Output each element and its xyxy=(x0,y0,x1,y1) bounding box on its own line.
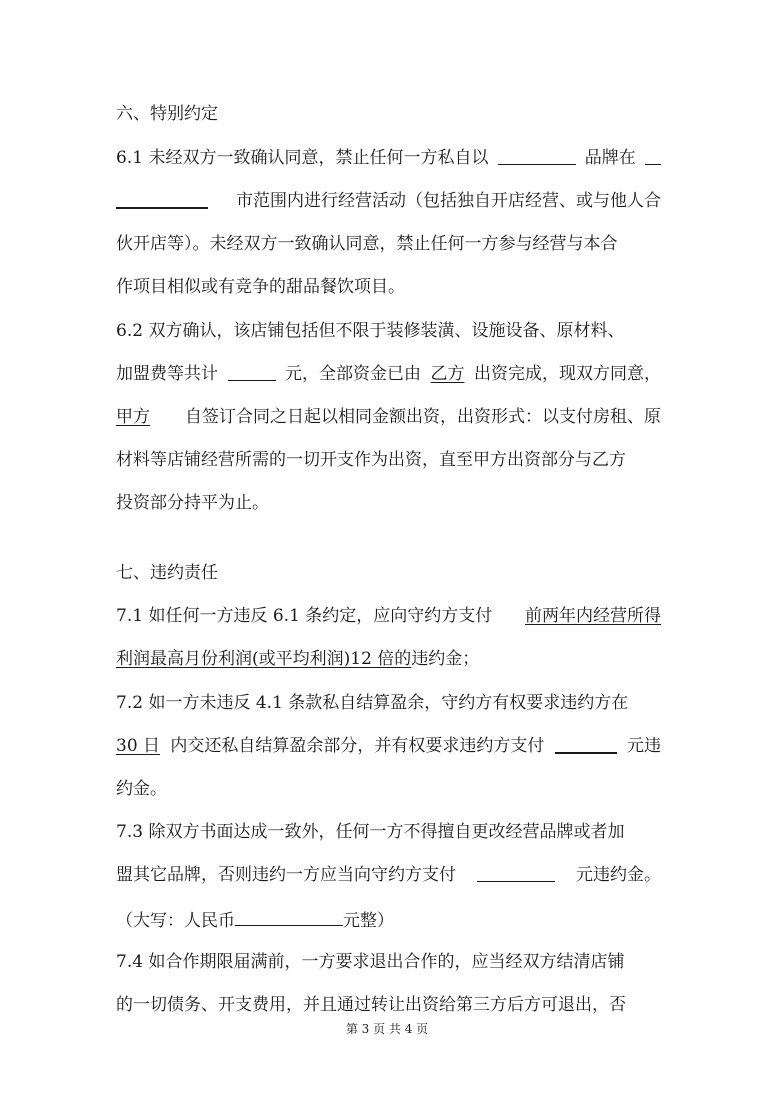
clause-6-2-line-3 xyxy=(116,406,661,428)
amount-blank xyxy=(228,363,276,381)
clause-text: 元，全部资金已由 xyxy=(285,364,421,384)
clause-6-1-line-2 xyxy=(116,190,661,212)
city-blank xyxy=(116,190,208,209)
clause-text: 自签订合同之日起以相同金额出资，出资形式：以支付房租、原 xyxy=(185,407,661,427)
underlined-text: 30 日 xyxy=(116,736,161,756)
clause-7-3-line-1: 7.3 除双方书面达成一致外，任何一方不得擅自更改经营品牌或者加 xyxy=(116,822,625,842)
penalty-amount-blank xyxy=(477,864,555,882)
clause-6-2-line-4: 材料等店铺经营所需的一切开支作为出资，直至甲方出资部分与乙方 xyxy=(116,450,626,470)
clause-text: 出资完成，现双方同意， xyxy=(474,364,661,384)
clause-7-2-line-2 xyxy=(116,735,661,757)
section-7-heading: 七、违约责任 xyxy=(116,563,218,583)
clause-text: 内交还私自结算盈余部分，并有权要求违约方支付 xyxy=(170,736,545,756)
clause-text: 元违 xyxy=(626,736,661,756)
clause-text: 加盟费等共计 xyxy=(116,364,218,384)
clause-7-2-line-1: 7.2 如一方未违反 4.1 条款私自结算盈余，守约方有权要求违约方在 xyxy=(116,693,629,713)
clause-6-1-line-1 xyxy=(116,147,661,169)
amount-in-words-blank xyxy=(235,908,343,926)
clause-6-1-line-4: 作项目相似或有竞争的甜品餐饮项目。 xyxy=(116,277,405,297)
clause-text: 7.1 如任何一方违反 6.1 条约定，应向守约方支付 xyxy=(116,606,493,626)
clause-7-1-line-1 xyxy=(116,605,661,627)
clause-7-4-line-1: 7.4 如合作期限届满前，一方要求退出合作的，应当经双方结清店铺 xyxy=(116,952,625,972)
clause-text: （大写：人民币 xyxy=(116,911,235,931)
brand-blank xyxy=(498,147,576,165)
clause-7-1-line-2 xyxy=(116,648,661,670)
clause-6-2-line-1: 6.2 双方确认，该店铺包括但不限于装修装潢、设施设备、原材料、 xyxy=(116,321,625,341)
section-6-heading: 六、特别约定 xyxy=(116,104,218,124)
clause-text: 元整） xyxy=(343,911,394,931)
clause-text: 盟其它品牌，否则违约一方应当向守约方支付 xyxy=(116,865,456,885)
clause-6-2-line-5: 投资部分持平为止。 xyxy=(116,493,269,513)
clause-text: 品牌在 xyxy=(584,148,636,168)
party-b-text: 乙方 xyxy=(430,364,465,384)
city-blank-start xyxy=(645,147,661,165)
clause-7-3-line-2 xyxy=(116,864,661,886)
clause-7-2-line-3: 约金。 xyxy=(116,779,167,799)
page-number-footer: 第 3 页 共 4 页 xyxy=(345,1022,429,1036)
clause-text: 市范围内进行经营活动（包括独自开店经营、或与他人合 xyxy=(236,191,661,211)
clause-6-1-line-3: 伙开店等）。未经双方一致确认同意，禁止任何一方参与经营与本合 xyxy=(116,234,618,254)
clause-6-2-line-2 xyxy=(116,363,661,385)
underlined-text: 前两年内经营所得 xyxy=(525,606,661,626)
clause-text: 6.1 未经双方一致确认同意，禁止任何一方私自以 xyxy=(116,148,489,168)
clause-7-4-line-2: 的一切债务、开支费用，并且通过转让出资给第三方后方可退出，否 xyxy=(116,995,626,1015)
penalty-blank xyxy=(555,735,617,754)
clause-text: 元违约金。 xyxy=(576,865,661,885)
underlined-text: 利润最高月份利润(或平均利润)12 倍的 xyxy=(116,649,412,669)
clause-text: 违约金； xyxy=(411,649,480,669)
clause-7-3-line-3 xyxy=(116,908,394,932)
party-a-text: 甲方 xyxy=(116,407,150,427)
